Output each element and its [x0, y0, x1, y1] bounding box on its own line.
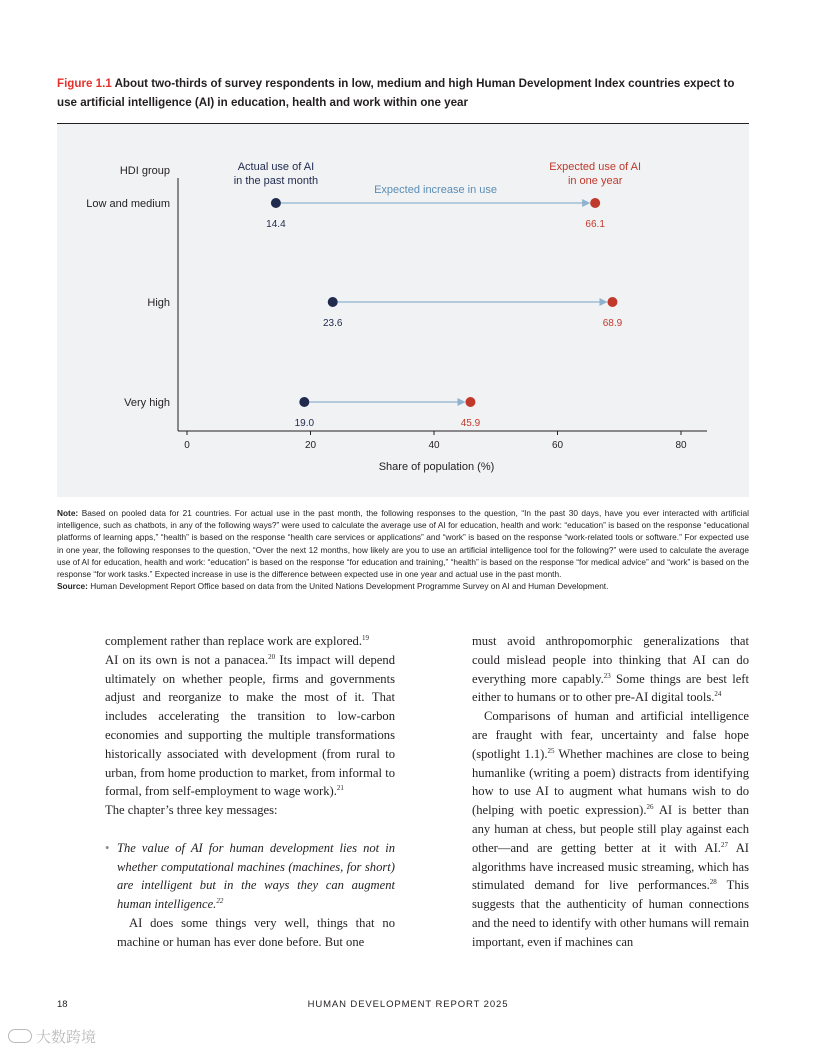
note-text: Based on pooled data for 21 countries. For actual use in the past month, the following responses to the question, “In the past 30 days, have you ever interacted with artificial intelligence, such as chatbots, in any of the following ways?” were used to calculate the average use of AI for education, health and work: “education” is based on the response “educational platforms of learning apps,” “health” is based on the response “health care services or applications” and “work” is based on the response “work-related tools or software.” For expected use in one year, the following responses to the question, “Over the next 12 months, how likely are you to use an artificial intelligence tool for the following?” were used to calculate the average use of AI for education, health and work: “education” is based on the response “for education and training,” “health” is based on the response “for medical advice” and “work” is based on the response “for work tasks.” Expected increase in use is the difference between expected use in one year and actual use in the past month. — [57, 508, 749, 580]
footnote-ref: 22 — [216, 897, 224, 906]
actual-use-point — [299, 397, 309, 407]
paragraph-text: complement rather than replace work are explored. — [105, 634, 362, 648]
paragraph — [472, 632, 749, 707]
body-column-right — [472, 632, 749, 952]
paragraph-text: must avoid anthropomorphic generalizations that could mislead people into thinking that AI can do everything more capably. — [472, 634, 749, 686]
expected-value-label: 66.1 — [585, 219, 605, 230]
source-paragraph — [57, 580, 749, 592]
source-text: Human Development Report Office based on data from the United Nations Development Programme Survey on AI and Human Development. — [90, 581, 609, 592]
page-number: 18 — [57, 999, 68, 1010]
paragraph-text: The chapter’s three key messages: — [105, 803, 278, 818]
actual-value-label: 23.6 — [322, 318, 343, 329]
x-tick-label: 60 — [551, 440, 564, 451]
figure-note — [57, 507, 749, 592]
paragraph — [105, 914, 395, 952]
expected-use-point — [607, 297, 617, 307]
legend-expected-line1: Expected use of AI — [549, 161, 642, 173]
source-label: Source: — [57, 581, 88, 592]
watermark — [8, 1026, 96, 1047]
paragraph — [105, 632, 395, 651]
footnote-ref: 26 — [646, 803, 654, 812]
actual-use-point — [271, 198, 281, 208]
key-message-bullet — [105, 839, 395, 914]
expected-value-label: 68.9 — [602, 318, 623, 329]
paragraph-text: AI does some things very well, things that no machine or human has ever done before. But one — [117, 915, 395, 949]
category-label: High — [147, 297, 170, 309]
x-tick-label: 80 — [675, 440, 687, 451]
category-label: Low and medium — [86, 198, 170, 210]
legend-expected-line2: in one year — [567, 175, 623, 187]
paragraph-text: AI is better than any human at chess, but people still play against each other—and are getting better at it with AI. — [472, 803, 750, 855]
bullet-icon: • — [105, 840, 110, 855]
paragraph-text: Comparisons of human and artificial intelligence are fraught with fear, uncertainty and false hope (spotlight 1.1). — [472, 709, 749, 761]
paragraph — [105, 801, 395, 820]
body-column-left — [105, 632, 395, 952]
figure-title-text: About two-thirds of survey respondents in low, medium and high Human Development Index countries expect to use artificial intelligence (AI) in education, health and work within one year — [57, 77, 735, 109]
legend-actual-line2: in the past month — [233, 175, 319, 187]
footnote-ref: 21 — [336, 784, 344, 793]
actual-value-label: 19.0 — [294, 418, 315, 429]
note-label: Note: — [57, 508, 79, 518]
y-axis-header: HDI group — [119, 165, 170, 177]
footnote-ref: 23 — [603, 671, 611, 680]
footnote-ref: 24 — [714, 690, 722, 699]
x-tick-label: 40 — [428, 440, 440, 451]
running-footer: HUMAN DEVELOPMENT REPORT 2025 — [307, 999, 509, 1010]
paragraph — [472, 707, 749, 951]
watermark-text: 大数跨境 — [36, 1028, 97, 1046]
x-tick-label: 20 — [304, 440, 317, 451]
expected-value-label: 45.9 — [460, 418, 481, 429]
watermark-logo-icon — [8, 1029, 32, 1043]
x-tick-label: 0 — [184, 440, 190, 451]
actual-value-label: 14.4 — [266, 219, 286, 230]
footnote-ref: 27 — [720, 840, 728, 849]
footnote-ref: 25 — [547, 746, 555, 755]
bullet-text: The value of AI for human development lies not in whether computational machines (machines, for short) are intelligent but in the ways they can augment human intelligence. — [117, 840, 395, 912]
note-paragraph — [57, 507, 749, 580]
category-label: Very high — [124, 397, 170, 409]
paragraph-text: AI on its own is not a panacea. — [105, 652, 269, 667]
paragraph-text: Whether machines are close to being humanlike (writing a poem) distracts from identifying how to use AI to augment what humans wish to do (helping with poetic expression). — [472, 746, 749, 818]
paragraph-text: Its impact will depend ultimately on whether people, firms and governments adjust and reorganize to make the most of it. That includes accelerating the transition to low-carbon economies and supporting the multiple transformations historically associated with development (from rural to urban, from home production to market, from informal to formal, from self-employment to wage work). — [105, 652, 395, 799]
expected-use-point — [590, 198, 600, 208]
paragraph — [105, 651, 395, 801]
footnote-ref: 19 — [362, 634, 369, 642]
actual-use-point — [328, 297, 338, 307]
footnote-ref: 28 — [709, 878, 717, 887]
paragraph-text: Some things are best left either to humans or to other pre-AI digital tools. — [472, 671, 749, 705]
figure-label: Figure 1.1 — [57, 77, 112, 90]
connector-label: Expected increase in use — [374, 184, 498, 196]
legend-actual-line1: Actual use of AI — [237, 161, 315, 173]
x-axis-title: Share of population (%) — [378, 461, 495, 473]
paragraph-text: AI algorithms have increased music streaming, which has stimulated demand for live performances. — [472, 840, 749, 893]
expected-use-point — [465, 397, 475, 407]
paragraph-text: This suggests that the authenticity of human connections and the need to identify with other humans will remain important, even if machines can — [472, 878, 750, 949]
footnote-ref: 20 — [268, 652, 276, 661]
